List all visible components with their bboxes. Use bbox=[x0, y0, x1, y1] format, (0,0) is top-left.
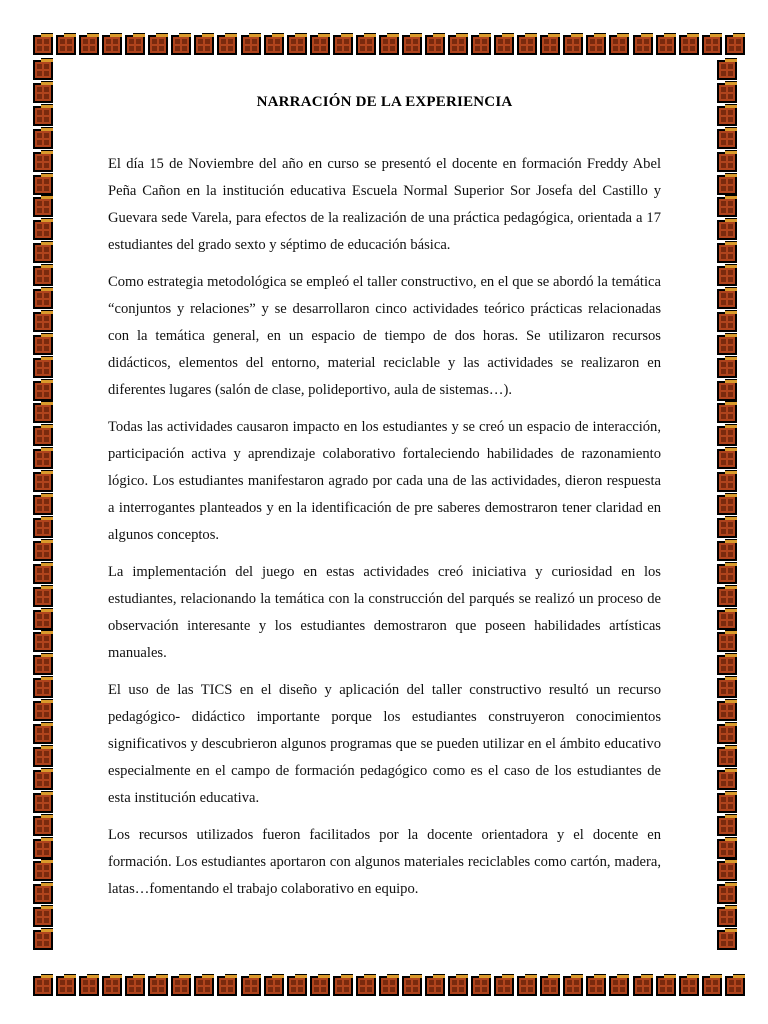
gift-box-icon bbox=[33, 839, 53, 859]
gift-box-icon bbox=[609, 35, 629, 55]
gift-box-icon bbox=[33, 35, 53, 55]
gift-box-icon bbox=[125, 976, 145, 996]
gift-box-icon bbox=[717, 816, 737, 836]
gift-box-icon bbox=[717, 220, 737, 240]
gift-box-icon bbox=[717, 610, 737, 630]
gift-box-icon bbox=[33, 930, 53, 950]
gift-box-icon bbox=[717, 678, 737, 698]
gift-box-icon bbox=[148, 976, 168, 996]
gift-box-icon bbox=[33, 907, 53, 927]
gift-box-icon bbox=[448, 35, 468, 55]
gift-box-icon bbox=[33, 403, 53, 423]
document-page bbox=[108, 88, 661, 913]
gift-box-icon bbox=[33, 632, 53, 652]
gift-box-icon bbox=[33, 610, 53, 630]
gift-box-icon bbox=[33, 495, 53, 515]
gift-box-icon bbox=[471, 976, 491, 996]
gift-box-icon bbox=[33, 976, 53, 996]
paragraph-1: El día 15 de Noviembre del año en curso se presentó el docente en formación Freddy Abel Peña Cañon en la institución educativa Escuela Normal Superior Sor Josefa del Castillo y Guevara sede Varela, para efectos de la realización de una práctica pedagógica, orientada a 17 estudiantes del grado sexto y séptimo de educación básica. bbox=[108, 156, 661, 253]
gift-box-icon bbox=[717, 907, 737, 927]
gift-box-icon bbox=[402, 35, 422, 55]
gift-box-icon bbox=[717, 335, 737, 355]
gift-box-icon bbox=[517, 976, 537, 996]
gift-box-icon bbox=[356, 976, 376, 996]
gift-box-icon bbox=[717, 793, 737, 813]
gift-box-icon bbox=[717, 266, 737, 286]
paragraph-4: La implementación del juego en estas actividades creó iniciativa y curiosidad en los estudiantes, relacionando la temática con la construcción del parqués se realizó un proceso de observación interesante y los estudiantes demostraron que poseen habilidades artísticas manuales. bbox=[108, 564, 661, 661]
gift-box-icon bbox=[125, 35, 145, 55]
gift-box-icon bbox=[717, 83, 737, 103]
gift-box-icon bbox=[333, 976, 353, 996]
gift-box-icon bbox=[33, 83, 53, 103]
gift-box-icon bbox=[656, 976, 676, 996]
gift-box-icon bbox=[33, 449, 53, 469]
gift-box-icon bbox=[717, 289, 737, 309]
gift-box-icon bbox=[33, 541, 53, 561]
gift-box-icon bbox=[33, 106, 53, 126]
gift-box-icon bbox=[717, 60, 737, 80]
gift-box-icon bbox=[679, 35, 699, 55]
gift-box-icon bbox=[287, 35, 307, 55]
paragraph-2: Como estrategia metodológica se empleó el taller constructivo, en el que se abordó la temática “conjuntos y relaciones” y se desarrollaron cinco actividades teórico prácticas relacionadas con la temática general, en un espacio de tiempo de dos horas. Se utilizaron recursos didácticos, elementos del entorno, material reciclable y las actividades se realizaron en diferentes lugares (salón de clase, polideportivo, aula de sistemas…). bbox=[108, 274, 661, 398]
gift-box-icon bbox=[717, 175, 737, 195]
gift-box-icon bbox=[287, 976, 307, 996]
gift-box-icon bbox=[702, 35, 722, 55]
gift-box-icon bbox=[33, 724, 53, 744]
gift-box-icon bbox=[356, 35, 376, 55]
gift-box-icon bbox=[702, 976, 722, 996]
gift-box-icon bbox=[717, 884, 737, 904]
gift-box-icon bbox=[494, 35, 514, 55]
gift-box-icon bbox=[33, 472, 53, 492]
gift-box-icon bbox=[717, 587, 737, 607]
gift-box-icon bbox=[310, 976, 330, 996]
gift-box-icon bbox=[217, 976, 237, 996]
gift-box-icon bbox=[717, 381, 737, 401]
gift-box-icon bbox=[33, 861, 53, 881]
gift-box-icon bbox=[217, 35, 237, 55]
gift-box-icon bbox=[425, 976, 445, 996]
gift-box-icon bbox=[609, 976, 629, 996]
gift-box-icon bbox=[379, 976, 399, 996]
gift-box-icon bbox=[633, 35, 653, 55]
gift-box-icon bbox=[310, 35, 330, 55]
gift-box-icon bbox=[717, 632, 737, 652]
gift-box-icon bbox=[33, 816, 53, 836]
gift-box-icon bbox=[540, 976, 560, 996]
gift-box-icon bbox=[717, 724, 737, 744]
gift-box-icon bbox=[171, 35, 191, 55]
gift-box-icon bbox=[33, 152, 53, 172]
gift-box-icon bbox=[717, 655, 737, 675]
gift-box-icon bbox=[717, 770, 737, 790]
gift-box-icon bbox=[717, 106, 737, 126]
gift-box-icon bbox=[33, 220, 53, 240]
gift-box-icon bbox=[586, 35, 606, 55]
gift-box-icon bbox=[448, 976, 468, 996]
gift-box-icon bbox=[33, 358, 53, 378]
paragraph-5: El uso de las TICS en el diseño y aplicación del taller constructivo resultó un recurso pedagógico- didáctico importante porque los estudiantes construyeron conocimientos significativos y descubrieron algunos programas que se pueden utilizar en el ámbito educativo especialmente en el campo de formación pedagógico como es el caso de los estudiantes de esta institución educativa. bbox=[108, 682, 661, 806]
gift-box-icon bbox=[33, 518, 53, 538]
gift-box-icon bbox=[56, 35, 76, 55]
paragraph-3: Todas las actividades causaron impacto en los estudiantes y se creó un espacio de interacción, participación activa y aprendizaje colaborativo fortaleciendo habilidades de razonamiento lógico. Los estudiantes manifestaron agrado por cada una de las actividades, dieron respuesta a interrogantes planteados y en la identificación de pre saberes demostraron tener claridad en algunos conceptos. bbox=[108, 419, 661, 543]
gift-box-icon bbox=[494, 976, 514, 996]
gift-box-icon bbox=[717, 403, 737, 423]
gift-box-icon bbox=[379, 35, 399, 55]
gift-box-icon bbox=[102, 35, 122, 55]
gift-box-icon bbox=[33, 175, 53, 195]
gift-box-icon bbox=[333, 35, 353, 55]
gift-box-icon bbox=[586, 976, 606, 996]
gift-box-icon bbox=[717, 564, 737, 584]
gift-box-icon bbox=[717, 518, 737, 538]
gift-box-icon bbox=[717, 701, 737, 721]
gift-box-icon bbox=[725, 35, 745, 55]
gift-box-icon bbox=[33, 60, 53, 80]
gift-box-icon bbox=[563, 976, 583, 996]
gift-box-icon bbox=[33, 243, 53, 263]
gift-box-icon bbox=[717, 152, 737, 172]
gift-box-icon bbox=[33, 655, 53, 675]
gift-box-icon bbox=[33, 770, 53, 790]
gift-box-icon bbox=[33, 678, 53, 698]
gift-box-icon bbox=[717, 839, 737, 859]
gift-box-icon bbox=[402, 976, 422, 996]
gift-box-icon bbox=[171, 976, 191, 996]
gift-box-icon bbox=[33, 793, 53, 813]
gift-box-icon bbox=[717, 243, 737, 263]
gift-box-icon bbox=[102, 976, 122, 996]
gift-box-icon bbox=[725, 976, 745, 996]
paragraph-6: Los recursos utilizados fueron facilitados por la docente orientadora y el docente en formación. Los estudiantes aportaron con algunos materiales reciclables como cartón, madera, latas…fomentando el trabajo colaborativo en equipo. bbox=[108, 827, 661, 897]
gift-box-icon bbox=[79, 976, 99, 996]
gift-box-icon bbox=[33, 335, 53, 355]
gift-box-icon bbox=[33, 289, 53, 309]
gift-box-icon bbox=[425, 35, 445, 55]
gift-box-icon bbox=[194, 976, 214, 996]
gift-box-icon bbox=[33, 381, 53, 401]
gift-box-icon bbox=[717, 495, 737, 515]
gift-box-icon bbox=[33, 312, 53, 332]
gift-box-icon bbox=[717, 541, 737, 561]
gift-box-icon bbox=[33, 701, 53, 721]
gift-box-icon bbox=[717, 312, 737, 332]
gift-box-icon bbox=[33, 129, 53, 149]
gift-box-icon bbox=[56, 976, 76, 996]
gift-box-icon bbox=[633, 976, 653, 996]
gift-box-icon bbox=[471, 35, 491, 55]
gift-box-icon bbox=[33, 564, 53, 584]
gift-box-icon bbox=[563, 35, 583, 55]
gift-box-icon bbox=[717, 472, 737, 492]
gift-box-icon bbox=[148, 35, 168, 55]
gift-box-icon bbox=[717, 861, 737, 881]
gift-box-icon bbox=[241, 976, 261, 996]
gift-box-icon bbox=[717, 197, 737, 217]
gift-box-icon bbox=[194, 35, 214, 55]
gift-box-icon bbox=[33, 747, 53, 767]
gift-box-icon bbox=[33, 426, 53, 446]
gift-box-icon bbox=[656, 35, 676, 55]
gift-box-icon bbox=[264, 35, 284, 55]
gift-box-icon bbox=[241, 35, 261, 55]
gift-box-icon bbox=[33, 587, 53, 607]
gift-box-icon bbox=[717, 358, 737, 378]
document-title: NARRACIÓN DE LA EXPERIENCIA bbox=[256, 94, 513, 110]
gift-box-icon bbox=[717, 930, 737, 950]
gift-box-icon bbox=[679, 976, 699, 996]
gift-box-icon bbox=[33, 197, 53, 217]
gift-box-icon bbox=[717, 747, 737, 767]
gift-box-icon bbox=[517, 35, 537, 55]
gift-box-icon bbox=[717, 426, 737, 446]
gift-box-icon bbox=[717, 449, 737, 469]
gift-box-icon bbox=[33, 266, 53, 286]
gift-box-icon bbox=[33, 884, 53, 904]
gift-box-icon bbox=[264, 976, 284, 996]
gift-box-icon bbox=[717, 129, 737, 149]
gift-box-icon bbox=[79, 35, 99, 55]
gift-box-icon bbox=[540, 35, 560, 55]
